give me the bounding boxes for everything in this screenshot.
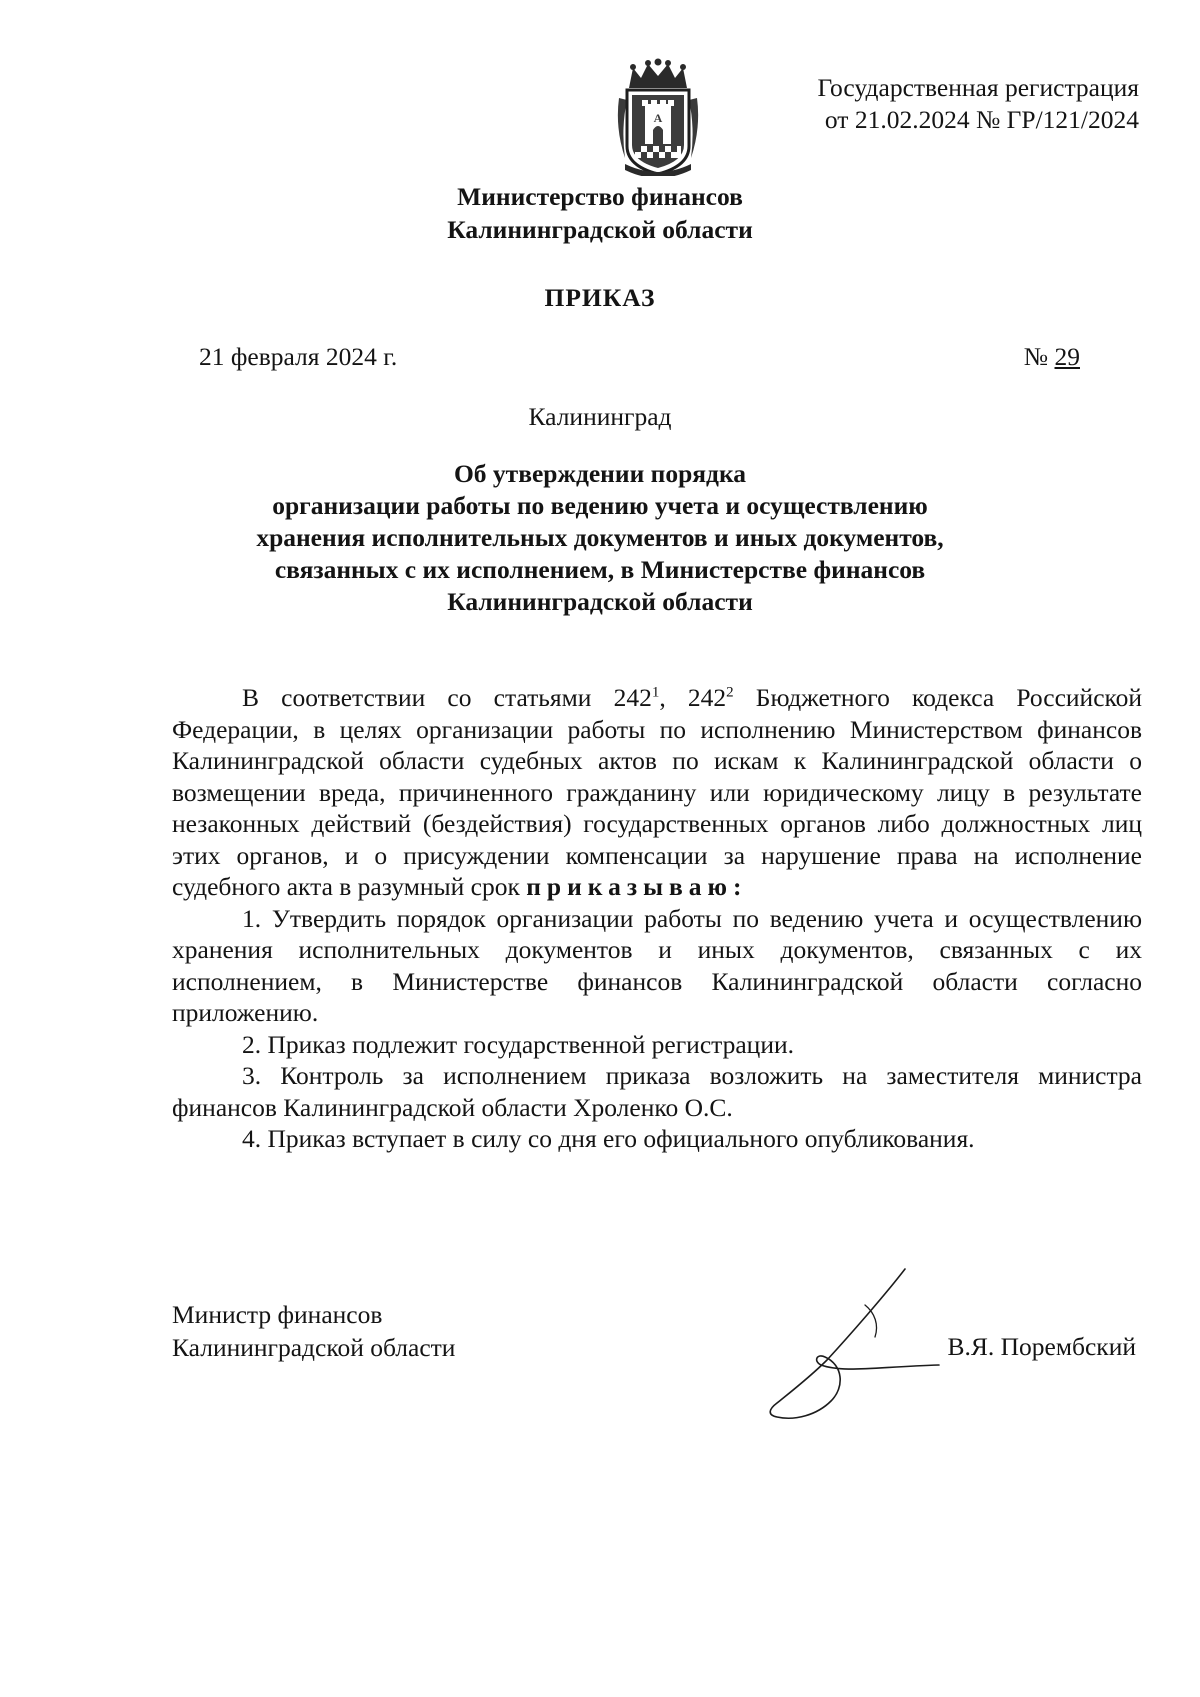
preamble-text-3: Бюджетного кодекса Российской Федерации, в целях организации работы по исполнению Министерством финансов Калининградской области судебных актов по искам к Калининградской области о возмещении вреда, причиненного гражданину или юридическому лицу в результате незаконных действий (бездействия) государственных органов либо должностных лиц этих органов, и о присуждении компенсации за нарушение права на исполнение судебного акта в разумный срок bbox=[172, 683, 1142, 901]
title-line-2: организации работы по ведению учета и осуществлению bbox=[272, 491, 928, 520]
preamble-text-2: , 242 bbox=[659, 683, 727, 712]
svg-text:А: А bbox=[653, 111, 663, 125]
signer-position-line-2: Калининградской области bbox=[172, 1333, 456, 1362]
title-line-4: связанных с их исполнением, в Министерстве финансов bbox=[274, 555, 926, 584]
order-number-prefix: № bbox=[1023, 342, 1049, 371]
preamble-sup-2: 2 bbox=[726, 684, 734, 701]
ministry-name bbox=[0, 180, 1200, 246]
order-item-2: 2. Приказ подлежит государственной регистрации. bbox=[242, 1029, 794, 1059]
title-line-3: хранения исполнительных документов и иных документов, bbox=[256, 523, 944, 552]
ministry-name-line-1: Министерство финансов bbox=[457, 182, 743, 211]
title-line-5: Калининградской области bbox=[447, 587, 753, 616]
ministry-name-line-2: Калининградской области bbox=[447, 215, 753, 244]
registration-line-1: Государственная регистрация bbox=[817, 73, 1139, 102]
preamble-command: приказываю: bbox=[526, 872, 748, 901]
order-number bbox=[1024, 342, 1080, 372]
handwritten-signature bbox=[755, 1265, 945, 1425]
order-item-3: 3. Контроль за исполнением приказа возложить на заместителя министра финансов Калининградской области Хроленко О.С. bbox=[172, 1061, 1142, 1122]
order-date: 21 февраля 2024 г. bbox=[199, 342, 398, 371]
preamble-sup-1: 1 bbox=[651, 684, 660, 701]
order-number-value: 29 bbox=[1054, 342, 1080, 371]
signer-name: В.Я. Порембский bbox=[947, 1332, 1136, 1361]
registration-stamp bbox=[818, 72, 1139, 136]
registration-line-2: от 21.02.2024 № ГР/121/2024 bbox=[824, 105, 1139, 134]
document-type: ПРИКАЗ bbox=[544, 283, 656, 312]
signer-position bbox=[172, 1298, 455, 1364]
signer-position-line-1: Министр финансов bbox=[172, 1300, 383, 1329]
coat-of-arms-emblem bbox=[615, 58, 701, 176]
order-item-4: 4. Приказ вступает в силу со дня его официального опубликования. bbox=[242, 1124, 975, 1153]
order-body bbox=[172, 682, 1142, 1155]
preamble-text-1: В соответствии со статьями 242 bbox=[242, 683, 652, 712]
title-line-1: Об утверждении порядка bbox=[453, 459, 747, 488]
order-city: Калининград bbox=[528, 402, 672, 431]
preamble-paragraph bbox=[172, 682, 1142, 903]
order-item-1: 1. Утвердить порядок организации работы по ведению учета и осуществлению хранения исполнительных документов и иных документов, связанных с их исполнением, в Министерстве финансов Калининградской области согласно приложению. bbox=[172, 903, 1142, 1027]
order-title bbox=[0, 458, 1200, 618]
